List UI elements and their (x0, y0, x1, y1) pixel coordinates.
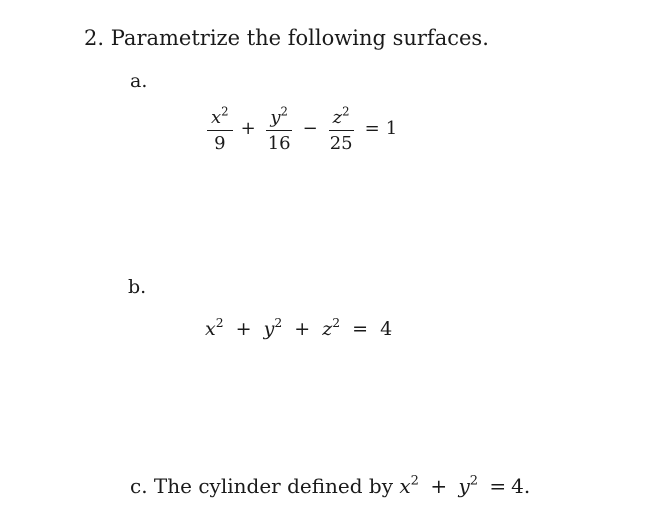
part-a-label: a. (130, 70, 148, 92)
exponent: 2 (274, 315, 283, 330)
right-hand-side: 1 (385, 117, 398, 139)
plus-operator: + (240, 117, 256, 139)
variable-z: z (332, 107, 343, 128)
variable-x: x (211, 107, 222, 128)
variable-y: y (270, 107, 281, 128)
exponent: 2 (221, 104, 229, 119)
variable-x: x (399, 474, 411, 498)
part-c (130, 474, 530, 498)
plus-operator: + (294, 318, 311, 340)
exponent: 2 (332, 315, 341, 330)
denominator: 9 (214, 133, 226, 154)
variable-y: y (263, 318, 275, 340)
plus-operator: + (430, 474, 448, 498)
exponent: 2 (342, 104, 350, 119)
right-hand-side: 4 (380, 318, 393, 340)
part-c-text: The cylinder defined by (153, 474, 394, 498)
plus-operator: + (235, 318, 252, 340)
exponent: 2 (215, 315, 224, 330)
equals-sign: = (364, 117, 380, 139)
problem-heading (84, 26, 489, 50)
period: . (523, 474, 531, 498)
equals-sign: = (352, 318, 369, 340)
fraction-x-squared-over-9 (207, 104, 233, 154)
part-b-label: b. (128, 276, 147, 298)
right-hand-side: 4 (511, 474, 524, 498)
problem-title: Parametrize the following surfaces. (110, 26, 489, 50)
part-c-label: c. (130, 474, 148, 498)
part-b-equation (205, 315, 393, 340)
exponent: 2 (280, 104, 288, 119)
variable-z: z (322, 318, 333, 340)
exponent: 2 (410, 473, 419, 489)
part-a-equation (205, 104, 398, 154)
denominator: 16 (267, 133, 291, 154)
equals-sign: = (489, 474, 507, 498)
fraction-y-squared-over-16 (264, 104, 295, 154)
fraction-z-squared-over-25 (326, 104, 357, 154)
exponent: 2 (469, 473, 479, 489)
minus-operator: − (302, 117, 318, 139)
problem-number: 2. (84, 26, 105, 50)
denominator: 25 (329, 133, 353, 154)
variable-x: x (205, 318, 216, 340)
variable-y: y (458, 474, 470, 498)
